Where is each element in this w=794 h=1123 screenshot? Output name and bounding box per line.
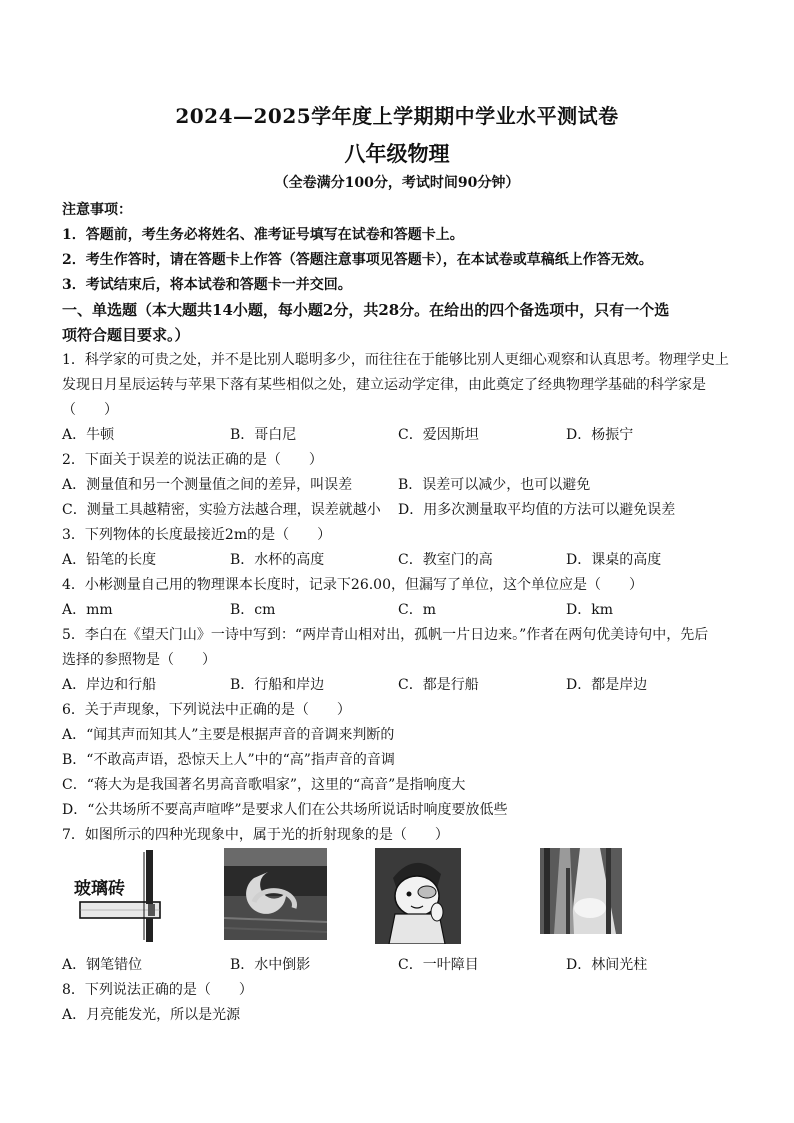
q4-option-b: B．cm [230, 602, 276, 618]
section1-heading-line1: 一、单选题（本大题共14小题，每小题2分，共28分。在给出的四个备选项中，只有一个选 [62, 301, 670, 319]
exam-subject: 八年级物理 [344, 141, 450, 166]
q5-option-a: A．岸边和行船 [62, 677, 157, 693]
q7-option-c: C．一叶障目 [398, 957, 479, 973]
q2-option-c: C．测量工具越精密，实验方法越合理，误差就越小 [62, 502, 381, 518]
q7-option-a: A．钢笔错位 [62, 957, 143, 973]
q1-stem-line3: （ ） [62, 402, 118, 418]
q1-stem-line1: 1．科学家的可贵之处，并不是比别人聪明多少，而往往在于能够比别人更细心观察和认真思考。物理学史上 [62, 352, 729, 368]
figure-forest-light-beams [540, 848, 622, 944]
notice-heading: 注意事项： [62, 202, 132, 218]
figure-water-reflection [224, 848, 327, 944]
q1-option-a: A．牛顿 [62, 427, 115, 443]
q2-option-b: B．误差可以减少，也可以避免 [398, 477, 591, 493]
exam-score-time-note: （全卷满分100分，考试时间90分钟） [274, 175, 520, 191]
q4-stem: 4．小彬测量自己用的物理课本长度时，记录下26.00，但漏写了单位，这个单位应是（ ） [62, 577, 643, 593]
q4-option-c: C．m [398, 602, 436, 618]
figure-leaf-blocking-eye [375, 848, 461, 944]
q2-stem: 2．下面关于误差的说法正确的是（ ） [62, 452, 323, 468]
notice-item-2: 2．考生作答时，请在答题卡上作答（答题注意事项见答题卡），在本试卷或草稿纸上作答无效。 [62, 252, 653, 268]
q3-stem: 3．下列物体的长度最接近2m的是（ ） [62, 527, 332, 543]
q5-option-b: B．行船和岸边 [230, 677, 325, 693]
q4-option-a: A．mm [62, 602, 113, 618]
q7-stem: 7．如图所示的四种光现象中，属于光的折射现象的是（ ） [62, 827, 449, 843]
q1-option-b: B．哥白尼 [230, 427, 297, 443]
q5-option-c: C．都是行船 [398, 677, 479, 693]
notice-item-1: 1．答题前，考生务必将姓名、准考证号填写在试卷和答题卡上。 [62, 227, 464, 243]
q3-option-a: A．铅笔的长度 [62, 552, 157, 568]
q7-option-b: B．水中倒影 [230, 957, 311, 973]
q6-stem: 6．关于声现象，下列说法中正确的是（ ） [62, 702, 351, 718]
q7-option-d: D．林间光柱 [566, 957, 648, 973]
figure-label-glass-brick: 玻璃砖 [74, 879, 125, 899]
q5-stem-line1: 5．李白在《望天门山》一诗中写到：“两岸青山相对出，孤帆一片日边来。”作者在两句优美诗句中，先后 [62, 627, 709, 643]
q6-option-b: B．“不敢高声语，恐惊天上人”中的“高”指声音的音调 [62, 752, 395, 768]
q2-option-a: A．测量值和另一个测量值之间的差异，叫误差 [62, 477, 353, 493]
q8-stem: 8．下列说法正确的是（ ） [62, 982, 253, 998]
q3-option-b: B．水杯的高度 [230, 552, 325, 568]
exam-title: 2024—2025学年度上学期期中学业水平测试卷 [175, 104, 619, 128]
reflection-photo-drawing [224, 848, 327, 940]
section1-heading-line2: 项符合题目要求。） [62, 326, 190, 344]
q6-option-c: C．“蒋大为是我国著名男高音歌唱家”，这里的“高音”是指响度大 [62, 777, 466, 793]
forest-beams-photo-drawing [540, 848, 622, 934]
q5-option-d: D．都是岸边 [566, 677, 648, 693]
q8-option-a: A．月亮能发光，所以是光源 [62, 1007, 241, 1023]
q3-option-d: D．课桌的高度 [566, 552, 662, 568]
q1-option-c: C．爱因斯坦 [398, 427, 479, 443]
q3-option-c: C．教室门的高 [398, 552, 493, 568]
notice-item-3: 3．考试结束后，将本试卷和答题卡一并交回。 [62, 277, 352, 293]
q1-stem-line2: 发现日月星辰运转与苹果下落有某些相似之处，建立运动学定律，由此奠定了经典物理学基础的科学家是 [62, 377, 706, 393]
q1-option-d: D．杨振宁 [566, 427, 634, 443]
q6-option-a: A．“闻其声而知其人”主要是根据声音的音调来判断的 [62, 727, 395, 743]
q6-option-d: D．“公共场所不要高声喧哗”是要求人们在公共场所说话时响度要放低些 [62, 802, 508, 818]
q5-stem-line2: 选择的参照物是（ ） [62, 652, 216, 668]
leaf-eye-cartoon-drawing [375, 848, 461, 944]
q4-option-d: D．km [566, 602, 613, 618]
q2-option-d: D．用多次测量取平均值的方法可以避免误差 [398, 502, 676, 518]
figure-pen-displacement [66, 848, 176, 944]
